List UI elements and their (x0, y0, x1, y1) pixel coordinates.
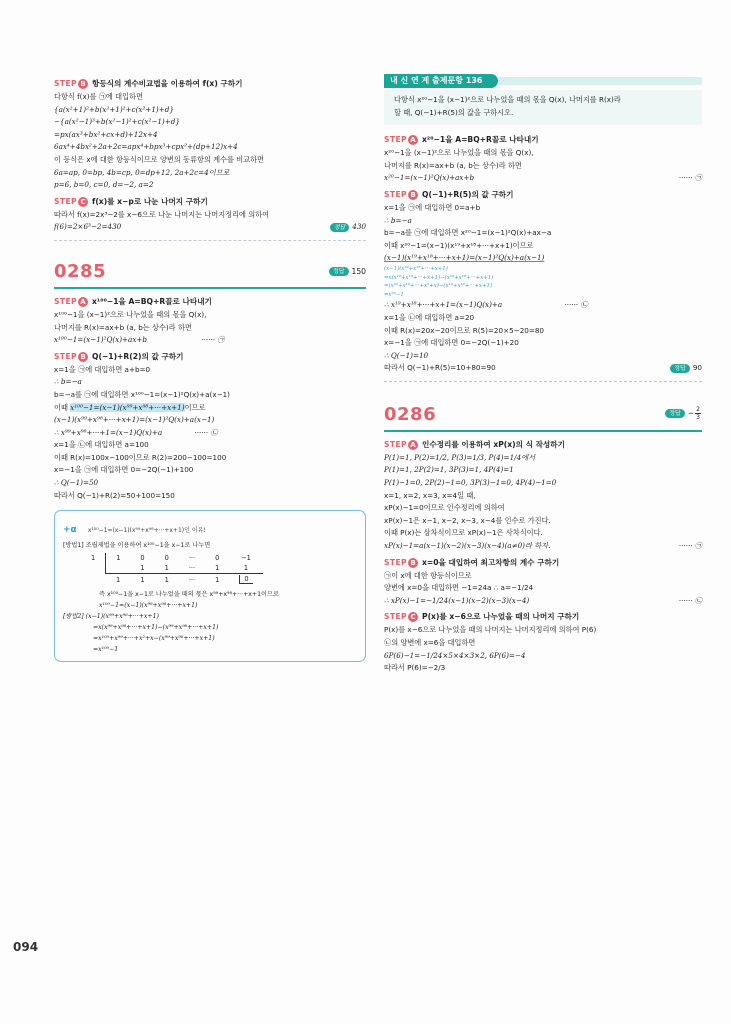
problem-0286-header (384, 404, 702, 430)
blue-note: =(x²⁰+x¹⁹+···+x²+x)−(x¹⁹+x¹⁸+···+x+1) (384, 283, 493, 290)
answer-tag (330, 221, 366, 234)
synthetic-division-table (81, 553, 263, 585)
text-line: x=1을 ㉡에 대입하면 a=20 (384, 312, 475, 322)
synth-cell: 1 (205, 574, 229, 586)
question-line: 다항식 x²⁰−1을 (x−1)²으로 나누었을 때의 몫을 Q(x), 나머지를 R(x)라 (394, 95, 621, 104)
tip-title: x¹⁰⁰−1=(x−1)(x⁹⁹+x⁹⁸+···+x+1)인 이유! (87, 527, 206, 535)
synth-cell: 0 (164, 554, 169, 563)
step-a-badge: A (408, 135, 418, 145)
underlined-equation: (x−1)(x¹⁹+x¹⁸+···+x+1)=(x−1)²Q(x)+a(x−1) (384, 253, 545, 263)
step-c-title: f(x)를 x−p로 나눈 나머지 구하기 (92, 196, 208, 206)
synth-cell: 1 (106, 574, 131, 586)
result-line: f(6)=2×6³−2=430 (54, 222, 122, 232)
math-line (384, 595, 702, 608)
tip-header (63, 517, 357, 536)
equation: ∴ x⁹⁹+x⁹⁸+···+1=(x−1)Q(x)+a (54, 427, 163, 437)
step-word: STEP (54, 79, 78, 88)
tip-line: =x¹⁰⁰+x⁹⁹+···+x²+x−(x⁹⁹+x⁹⁸+···+x+1) (93, 635, 215, 643)
answer-sign: − (687, 408, 695, 418)
step-a-title: x²⁰−1을 A=BQ+R꼴로 나타내기 (422, 135, 539, 145)
remainder-box: 0 (239, 575, 252, 584)
step-a-title: x¹⁰⁰−1을 A=BQ+R꼴로 나타내기 (92, 296, 212, 306)
synth-cell: ··· (179, 574, 205, 586)
equation-mark: ······ ㉠ (201, 335, 225, 345)
equation-mark: ······ ㉡ (194, 427, 218, 437)
text-line: 이때 x²⁰−1=(x−1)(x¹⁹+x¹⁸+···+x+1)이므로 (384, 240, 534, 250)
right-column (384, 74, 702, 675)
step-b-heading (384, 556, 702, 570)
step-a-badge: A (78, 297, 88, 307)
synth-row (81, 563, 263, 574)
synth-cell: 0 (215, 554, 220, 563)
equation-mark: ······ ㉠ (678, 541, 702, 551)
answer-fraction (695, 406, 701, 421)
step-b-title: 항등식의 계수비교법을 이용하여 f(x) 구하기 (92, 79, 243, 88)
text-line (54, 402, 366, 415)
math-line (384, 172, 702, 185)
step-c-badge: C (408, 612, 418, 622)
math-line: P(1)=1, 2P(2)=1, 3P(3)=1, 4P(4)=1 (384, 465, 514, 475)
text-line: 나머지를 R(x)=ax+b (a, b는 상수)라 하면 (384, 160, 522, 170)
text-line: x=1, x=2, x=3, x=4일 때, (384, 490, 476, 500)
text-line: ㉡의 양변에 x=6을 대입하면 (384, 638, 476, 647)
fraction-denominator: 3 (696, 413, 700, 421)
answer-value: 150 (351, 266, 366, 276)
equation: ∴ x¹⁹+x¹⁸+···+x+1=(x−1)Q(x)+a (384, 300, 503, 310)
equation: x²⁰−1=(x−1)²Q(x)+ax+b (384, 173, 475, 183)
section-divider (54, 240, 366, 241)
tip-line: =x¹⁰⁰−1 (93, 646, 119, 654)
math-line: ∴ Q(−1)=50 (54, 478, 99, 488)
synth-cell: 1 (215, 564, 220, 573)
related-question (384, 90, 702, 125)
step-a-heading (54, 295, 366, 309)
answer-badge: 정답 (670, 364, 690, 373)
header-rule (384, 430, 702, 432)
text-line: b=−a를 ㉠에 대입하면 x¹⁰⁰−1=(x−1)²Q(x)+a(x−1) (54, 389, 230, 399)
text-line: 양변에 x=0을 대입하면 −1=24a ∴ a=−1/24 (384, 583, 534, 593)
step-b-heading (54, 77, 366, 91)
tip-line: [방법2] (x−1)(x⁹⁹+x⁹⁸+···+x+1) (63, 613, 159, 621)
synth-cell: 1 (140, 564, 145, 573)
step-a-heading (384, 438, 702, 452)
text-line: xP(x)−1=0이므로 인수정리에 의하여 (384, 503, 505, 513)
synthetic-division (81, 553, 357, 585)
answer-value: 430 (352, 222, 366, 232)
equation-mark: ······ ㉠ (678, 173, 702, 183)
step-word: STEP (384, 612, 408, 622)
synth-cell: 1 (243, 564, 249, 573)
left-column (54, 74, 366, 662)
text-line: xP(x)−1은 x−1, x−2, x−3, x−4를 인수로 가진다. (384, 515, 551, 525)
text-line: ㉠이 x에 대한 항등식이므로 (384, 570, 472, 580)
answer-tag (665, 406, 702, 421)
banner-stripe (498, 77, 702, 85)
step-word: STEP (384, 189, 408, 199)
text-line: x=1을 ㉠에 대입하면 a+b=0 (54, 364, 151, 374)
step-b-heading (54, 350, 366, 364)
highlighted-identity: x¹⁰⁰−1=(x−1)(x⁹⁹+x⁹⁸+···+x+1) (70, 402, 185, 412)
text-line: 따라서 Q(−1)+R(2)=50+100=150 (54, 490, 175, 500)
text-line: 다항식 f(x)를 ㉠에 대입하면 (54, 92, 143, 101)
related-banner-row (384, 74, 702, 88)
synth-row (81, 553, 263, 563)
text-line: x=1을 ㉡에 대입하면 a=100 (54, 440, 149, 450)
math-line: ∴ b=−a (54, 377, 82, 387)
tip-line: =x(x⁹⁹+x⁹⁸+···+x+1)−(x⁹⁹+x⁹⁸+···+x+1) (93, 624, 219, 632)
equation: xP(x)−1=a(x−1)(x−2)(x−3)(x−4)(a≠0)라 하자. (384, 541, 551, 551)
text-line: x=−1을 ㉠에 대입하면 0=−2Q(−1)+20 (384, 338, 519, 348)
math-line (384, 540, 702, 553)
math-line: 6ax⁴+4bx²+2a+2c=apx⁴+bpx³+cpx²+(dp+12)x+4 (54, 142, 238, 152)
step-b-title: Q(−1)+R(5)의 값 구하기 (422, 189, 514, 199)
text-part: 이므로 (184, 402, 206, 412)
math-line (54, 221, 366, 234)
math-line: ∴ Q(−1)=10 (384, 350, 429, 360)
step-b-title: Q(−1)+R(2)의 값 구하기 (92, 351, 184, 361)
synth-divisor: 1 (91, 554, 96, 563)
step-b-badge: B (78, 79, 88, 89)
question-line: 할 때, Q(−1)+R(5)의 값을 구하시오. (394, 107, 514, 117)
step-a-title: 인수정리를 이용하여 xP(x)의 식 작성하기 (422, 439, 565, 449)
blue-note: =x(x¹⁹+x¹⁸+···+x+1)−(x¹⁹+x¹⁸+···+x+1) (384, 274, 494, 281)
step-word: STEP (54, 196, 78, 206)
answer-value: 90 (692, 363, 702, 373)
synth-cell: ··· (188, 554, 196, 563)
synth-remainder (229, 574, 262, 586)
step-c-heading (54, 195, 366, 209)
page-number: 094 (13, 940, 39, 954)
step-word: STEP (384, 439, 408, 449)
tip-tag: +α (63, 525, 77, 536)
step-a-heading (384, 133, 702, 147)
equation-mark: ······ ㉡ (678, 595, 702, 605)
step-c-title: P(x)를 x−6으로 나누었을 때의 나머지 구하기 (422, 612, 580, 622)
synth-cell: 1 (130, 574, 154, 586)
step-b-title: x=0을 대입하여 최고차항의 계수 구하기 (422, 557, 560, 567)
section-divider (384, 381, 702, 382)
text-line: x=1을 ㉠에 대입하면 0=a+b (384, 202, 481, 212)
synth-cell (106, 563, 131, 574)
text-part: 이때 (54, 402, 71, 412)
fraction-numerator: 2 (696, 405, 700, 413)
math-line (54, 427, 366, 440)
synth-cell: 1 (155, 574, 179, 586)
step-c-heading (384, 610, 702, 624)
text-line: P(x)를 x−6으로 나누었을 때의 나머지는 나머지정리에 의하여 P(6) (384, 625, 597, 635)
text-line: x=−1을 ㉠에 대입하면 0=−2Q(−1)+100 (54, 465, 194, 475)
problem-number: 0286 (384, 403, 437, 425)
answer-tag (670, 362, 702, 375)
answer-tag (329, 267, 366, 277)
step-b-badge: B (408, 190, 418, 200)
step-b-badge: B (408, 558, 418, 568)
equation: ∴ xP(x)−1=−1/24(x−1)(x−2)(x−3)(x−4) (384, 595, 530, 605)
tip-line: 즉 x¹⁰⁰−1을 x−1로 나누었을 때의 몫은 x⁹⁹+x⁹⁸+···+x+1이므로 (99, 591, 279, 599)
answer-badge: 정답 (329, 267, 349, 276)
text-line: x¹⁰⁰−1을 (x−1)²으로 나누었을 때의 몫을 Q(x), (54, 309, 207, 319)
step-c-badge: C (78, 197, 88, 207)
related-banner: 내 신 연 계 출제문항 136 (384, 74, 498, 88)
synth-cell: 1 (164, 564, 169, 573)
synth-row (81, 574, 263, 586)
synth-cell: 0 (140, 554, 145, 563)
text-line: 이때 R(x)=20x−20이므로 R(5)=20×5−20=80 (384, 325, 545, 335)
answer-badge: 정답 (330, 223, 350, 232)
equation: x¹⁰⁰−1=(x−1)²Q(x)+ax+b (54, 335, 147, 345)
text-line: 따라서 f(x)=2x³−2를 x−6으로 나눈 나머지는 나머지정리에 의하여 (54, 209, 270, 219)
result-line: 따라서 Q(−1)+R(5)=10+80=90 (384, 363, 496, 373)
math-line: {a(x²+1)²+b(x²+1)²+c(x²+1)+d} (54, 104, 174, 114)
math-line (384, 299, 702, 312)
math-line: 6P(6)−1=−1/24×5×4×3×2, 6P(6)=−4 (384, 650, 526, 660)
step-b-heading (384, 188, 702, 202)
problem-0285-header (54, 261, 366, 287)
math-line: ∴ b=−a (384, 215, 412, 225)
tip-line: [방법1] 조립제법을 이용하여 x¹⁰⁰−1을 x−1로 나누면 (63, 542, 211, 550)
text-line: x²⁰−1을 (x−1)²으로 나누었을 때의 몫을 Q(x), (384, 148, 534, 158)
step-word: STEP (384, 557, 408, 567)
answer-badge: 정답 (665, 409, 685, 418)
step-word: STEP (384, 135, 408, 145)
equation-mark: ······ ㉡ (564, 300, 588, 310)
tip-box (54, 510, 366, 662)
step-a-badge: A (408, 440, 418, 450)
text-line: 이 등식은 x에 대한 항등식이므로 양변의 동류항의 계수를 비교하면 (54, 154, 264, 164)
tip-line: x¹⁰⁰−1=(x−1)(x⁹⁹+x⁹⁸+···+x+1) (99, 602, 198, 610)
text-line: 이때 R(x)=100x−100이므로 R(2)=200−100=100 (54, 452, 227, 462)
text-line: 나머지를 R(x)=ax+b (a, b는 상수)라 하면 (54, 322, 192, 332)
synth-cell: −1 (241, 554, 251, 563)
text-line (384, 362, 702, 375)
text-line: b=−a를 ㉠에 대입하면 x²⁰−1=(x−1)²Q(x)+ax−a (384, 228, 552, 238)
blue-note: =x²⁰−1 (384, 291, 404, 298)
text-line: 이때 P(x)는 삼차식이므로 xP(x)−1은 사차식이다. (384, 528, 543, 538)
step-b-badge: B (78, 352, 88, 362)
math-line: 6a=ap, 0=bp, 4b=cp, 0=dp+12, 2a+2c=4이므로 (54, 167, 230, 177)
step-word: STEP (54, 351, 78, 361)
math-line: p=6, b=0, c=0, d=−2, a=2 (54, 180, 154, 190)
problem-number: 0285 (54, 260, 107, 282)
math-line: P(1)−1=0, 2P(2)−1=0, 3P(3)−1=0, 4P(4)−1=0 (384, 478, 557, 488)
math-line: P(1)=1, P(2)=1/2, P(3)=1/3, P(4)=1/4에서 (384, 452, 536, 462)
synth-cell: 1 (106, 553, 131, 563)
math-line (54, 334, 366, 347)
math-line: −{a(x²−1)³+b(x²−1)²+c(x²−1)+d} (54, 117, 180, 127)
blue-note: (x−1)(x¹⁹+x¹⁸+···+x+1) (384, 265, 448, 272)
synth-cell: ··· (188, 564, 196, 573)
step-word: STEP (54, 296, 78, 306)
math-line: =px(ax³+bx²+cx+d)+12x+4 (54, 129, 158, 139)
math-line: (x−1)(x⁹⁹+x⁹⁸+···+x+1)=(x−1)²Q(x)+a(x−1) (54, 415, 215, 425)
text-line: 따라서 P(6)=−2/3 (384, 663, 446, 673)
header-rule (54, 287, 366, 289)
